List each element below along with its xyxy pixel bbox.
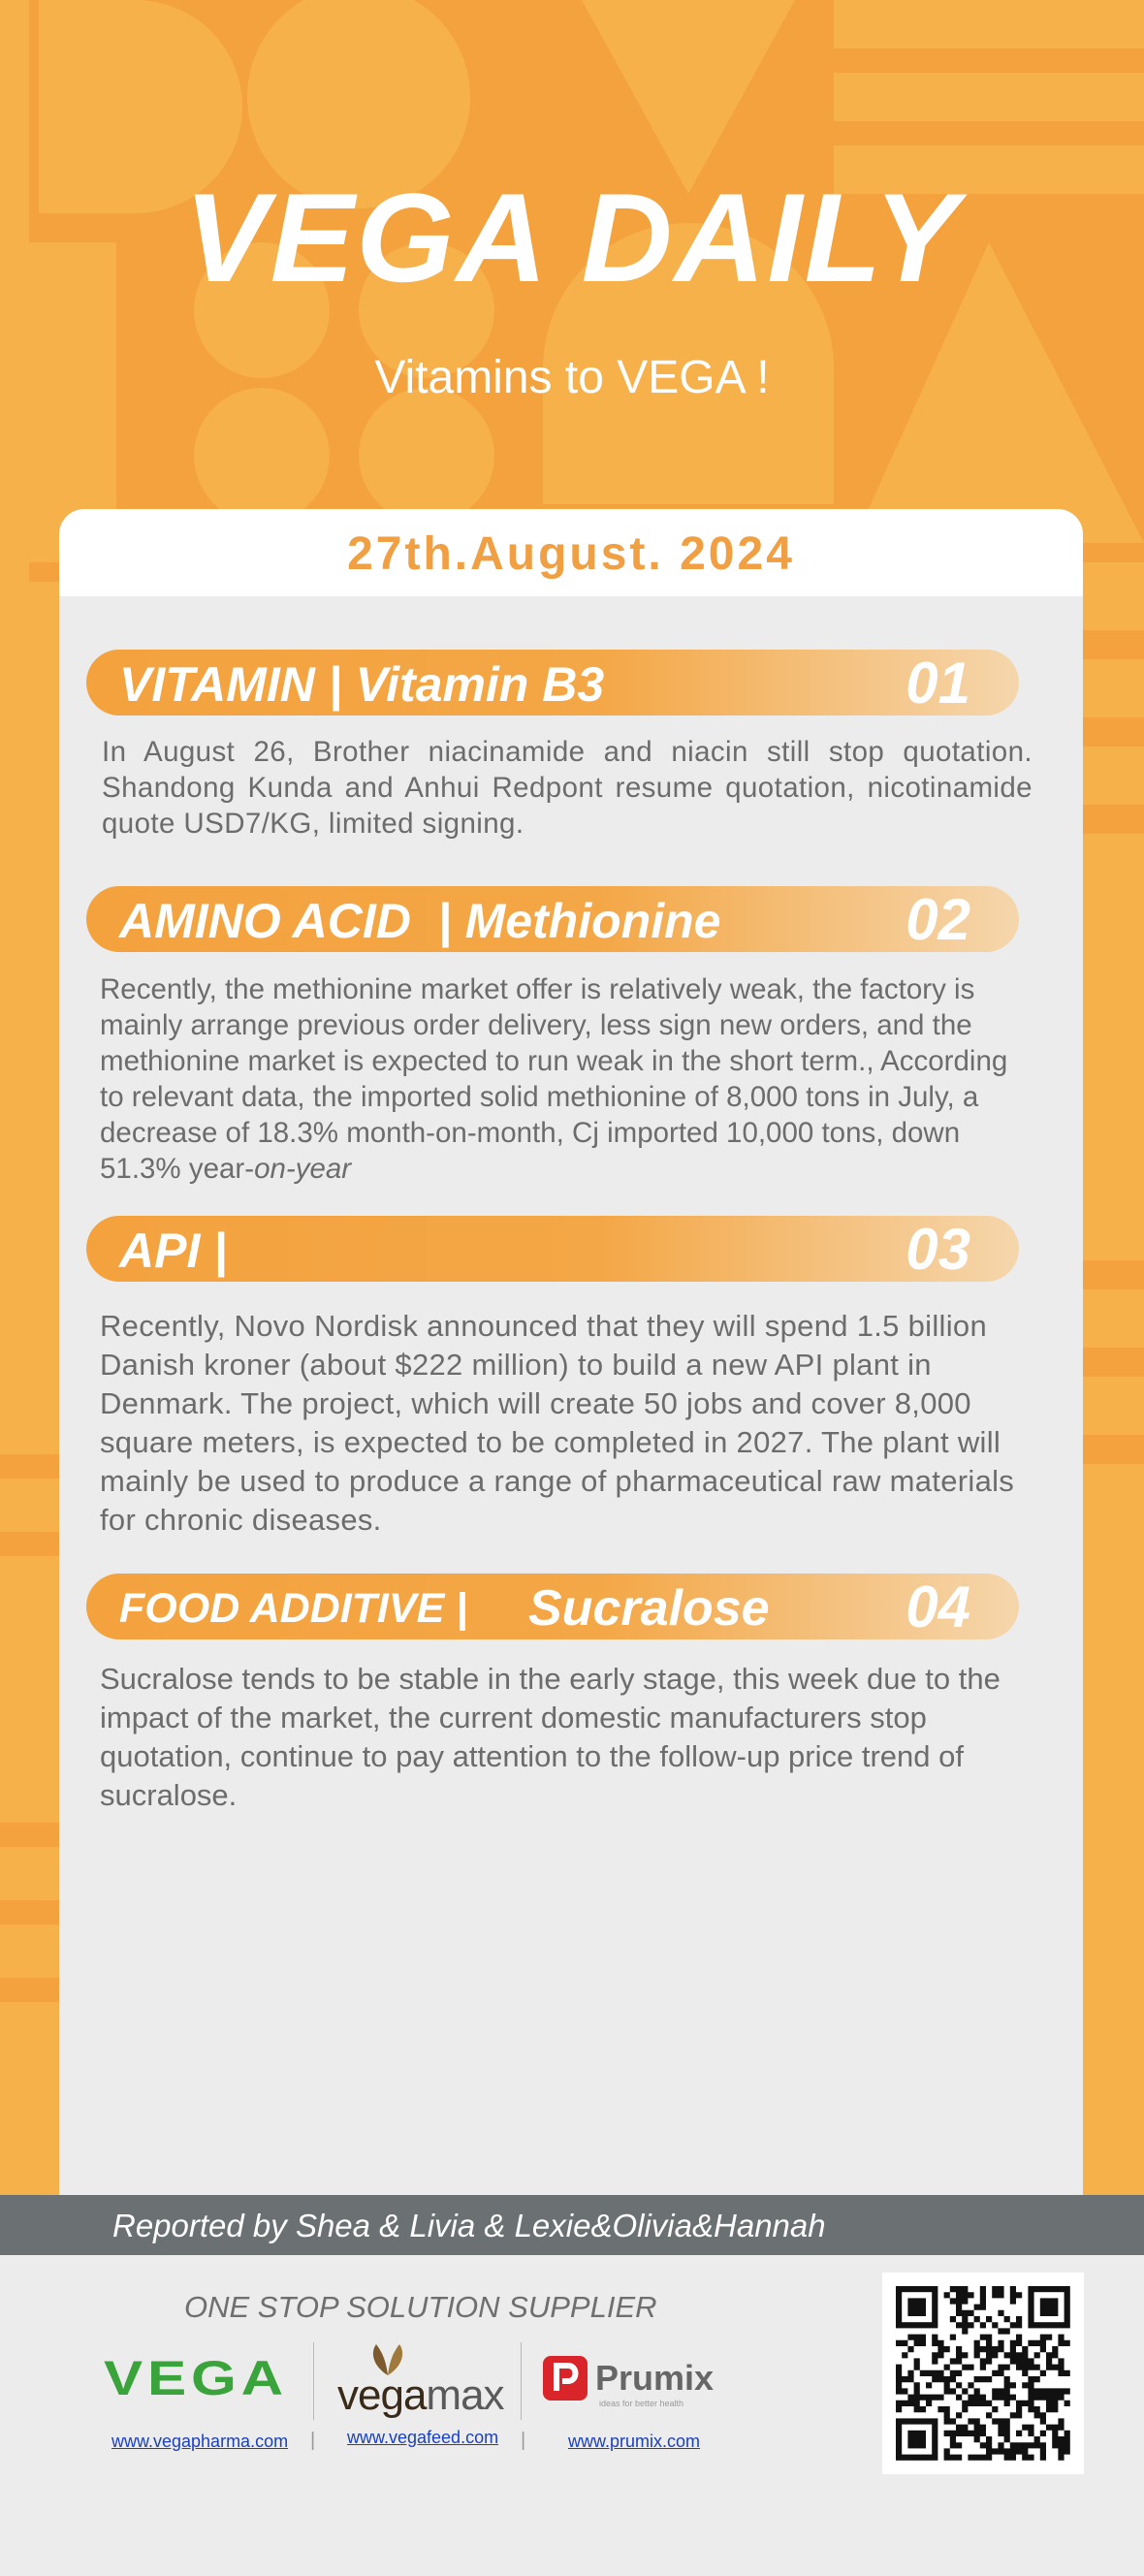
reporter-bar bbox=[0, 2195, 1144, 2255]
section-label: AMINO ACID | Methionine bbox=[119, 894, 721, 948]
vega-logo bbox=[104, 2356, 292, 2403]
section-header-amino-acid bbox=[86, 886, 1019, 952]
prumix-logo-icon bbox=[543, 2356, 588, 2401]
footer bbox=[0, 2255, 1144, 2576]
logo-divider bbox=[521, 2342, 522, 2420]
supplier-tagline: ONE STOP SOLUTION SUPPLIER bbox=[184, 2290, 657, 2324]
section-label-product: Sucralose bbox=[528, 1580, 770, 1637]
link-separator: | bbox=[521, 2430, 526, 2451]
svg-text:VEGA: VEGA bbox=[104, 2356, 288, 2399]
section-number: 04 bbox=[906, 1574, 970, 1639]
section-text-api: Recently, Novo Nordisk announced that they will spend 1.5 billion Danish kroner (about $222 million) to build a new API plant in Denmark. The project, which will create 50 jobs and cover 8,000 square meters, is expected to be completed in 2027. The plant will mainly be used to produce a range of pharmaceutical raw materials for chronic diseases. bbox=[100, 1309, 1015, 1537]
page-title: VEGA DAILY bbox=[183, 167, 961, 308]
content-card bbox=[59, 509, 1083, 2195]
section-text-main: Recently, the methionine market offer is relatively weak, the factory is mainly arrange previous order delivery, less sign new orders, and the methionine market is expected to run weak in the short term., According to relevant data, the imported solid methionine of 8,000 tons in July, a decrease of 18.3% month-on-month, Cj imported 10,000 tons, down 51.3% year- bbox=[100, 973, 1008, 1185]
qr-code bbox=[882, 2273, 1084, 2474]
section-text-amino-acid bbox=[100, 971, 1036, 1187]
reported-by: Reported by Shea & Livia & Lexie&Olivia&Hannah bbox=[112, 2208, 826, 2243]
section-header-food-additive bbox=[86, 1574, 1019, 1639]
section-text-food-additive: Sucralose tends to be stable in the early stage, this week due to the impact of the market, the current domestic manufacturers stop quotation, continue to pay attention to the follow-up price trend of sucralose. bbox=[100, 1662, 1001, 1812]
section-header-api bbox=[86, 1216, 1019, 1282]
vegamax-wordmark-max: max bbox=[426, 2371, 504, 2419]
logo-divider bbox=[313, 2342, 314, 2420]
section-header-vitamin bbox=[86, 650, 1019, 716]
section-number: 01 bbox=[906, 651, 970, 716]
vegamax-wordmark-vega: vega bbox=[337, 2371, 427, 2419]
section-text-vitamin: In August 26, Brother niacinamide and niacin still stop quotation. Shandong Kunda and Anhui Redpont resume quotation, nicotinamide quote USD7/KG, limited signing. bbox=[102, 736, 1033, 840]
vega-logo-icon bbox=[104, 2356, 292, 2399]
section-label: VITAMIN | Vitamin B3 bbox=[119, 657, 605, 712]
report-date: 27th.August. 2024 bbox=[59, 509, 1083, 596]
section-number: 03 bbox=[906, 1217, 970, 1282]
link-vegafeed[interactable]: www.vegafeed.com bbox=[347, 2428, 499, 2447]
qr-code-icon bbox=[882, 2273, 1084, 2474]
link-prumix[interactable]: www.prumix.com bbox=[568, 2432, 701, 2451]
vegamax-leaf-icon bbox=[368, 2342, 407, 2375]
link-separator: | bbox=[310, 2430, 316, 2451]
page-subtitle: Vitamins to VEGA ! bbox=[374, 352, 770, 403]
section-number: 02 bbox=[906, 887, 970, 952]
section-text-italic: on-year bbox=[254, 1153, 352, 1185]
prumix-wordmark: Prumix bbox=[595, 2358, 715, 2398]
section-label-category: FOOD ADDITIVE | bbox=[119, 1585, 468, 1632]
section-label: API | bbox=[119, 1224, 228, 1278]
link-vegapharma[interactable]: www.vegapharma.com bbox=[111, 2432, 289, 2451]
vegamax-wordmark bbox=[337, 2371, 504, 2420]
prumix-tagline: ideas for better health bbox=[599, 2399, 684, 2408]
